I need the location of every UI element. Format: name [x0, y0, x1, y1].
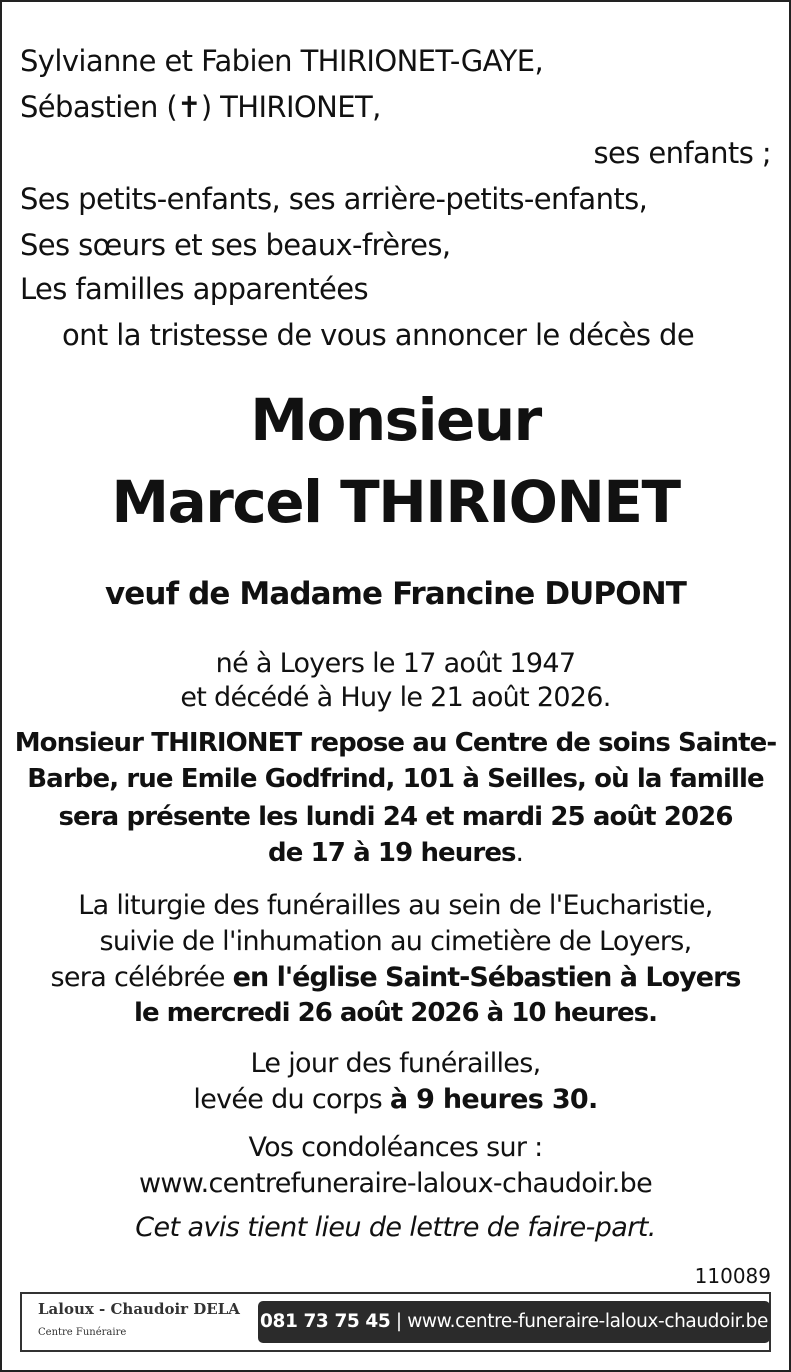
cross-icon: ✝: [177, 90, 201, 124]
rest-line-3: sera présente les lundi 24 et mardi 25 août 2026: [58, 802, 733, 832]
deceased-title: Monsieur: [250, 386, 541, 454]
liturgy-line-1: La liturgie des funérailles au sein de l'Eucharistie,: [78, 890, 713, 921]
liturgy-prefix: sera célébrée: [50, 962, 233, 993]
funeral-day-line-2: [2, 1084, 789, 1115]
condolences-label: Vos condoléances sur :: [248, 1132, 543, 1163]
widower-line: veuf de Madame Francine DUPONT: [104, 576, 686, 612]
family-children-line-2: [20, 90, 381, 124]
visiting-hours-end: .: [515, 838, 524, 868]
liturgy-line-2: suivie de l'inhumation au cimetière de Loyers,: [99, 926, 692, 957]
funeral-day-line-1: Le jour des funérailles,: [250, 1048, 541, 1079]
family-children-label: ses enfants ;: [593, 136, 771, 170]
family-name-prefix: Sébastien (: [20, 90, 178, 124]
notice-text: Cet avis tient lieu de lettre de faire-part.: [135, 1212, 656, 1243]
rest-line-4: [2, 838, 789, 868]
church-location: en l'église Saint-Sébastien à Loyers: [232, 962, 741, 993]
levee-time: à 9 heures 30.: [389, 1084, 598, 1115]
contact-separator: |: [395, 1311, 402, 1332]
rest-line-1: Monsieur THIRIONET repose au Centre de soins Sainte-: [14, 728, 777, 758]
announcement: ont la tristesse de vous annoncer le décès de: [62, 318, 695, 352]
condolences-url[interactable]: www.centrefuneraire-laloux-chaudoir.be: [138, 1168, 652, 1199]
family-relatives: Les familles apparentées: [20, 272, 369, 306]
funeral-home-logo: Laloux - Chaudoir DELA: [38, 1300, 240, 1318]
family-grandchildren: Ses petits-enfants, ses arrière-petits-enfants,: [20, 182, 648, 216]
birth-line: né à Loyers le 17 août 1947: [215, 648, 576, 679]
rest-line-2: Barbe, rue Emile Godfrind, 101 à Seilles, où la famille: [27, 764, 764, 794]
funeral-home-footer: [20, 1292, 771, 1352]
liturgy-datetime: le mercredi 26 août 2026 à 10 heures.: [134, 998, 657, 1028]
reference-number: 110089: [694, 1264, 771, 1288]
contact-bar: [258, 1301, 770, 1343]
funeral-home-website[interactable]: www.centre-funeraire-laloux-chaudoir.be: [407, 1311, 768, 1332]
phone-number[interactable]: 081 73 75 45: [260, 1311, 391, 1332]
levee-prefix: levée du corps: [193, 1084, 390, 1115]
death-line: et décédé à Huy le 21 août 2026.: [180, 682, 611, 713]
deceased-name: Marcel THIRIONET: [111, 468, 680, 536]
liturgy-line-3: [2, 962, 789, 993]
visiting-hours: de 17 à 19 heures: [267, 838, 516, 868]
family-name-suffix: ) THIRIONET,: [200, 90, 381, 124]
funeral-home-subtitle: Centre Funéraire: [38, 1327, 127, 1338]
family-siblings: Ses sœurs et ses beaux-frères,: [20, 228, 451, 262]
family-children-line-1: Sylvianne et Fabien THIRIONET-GAYE,: [20, 44, 544, 78]
